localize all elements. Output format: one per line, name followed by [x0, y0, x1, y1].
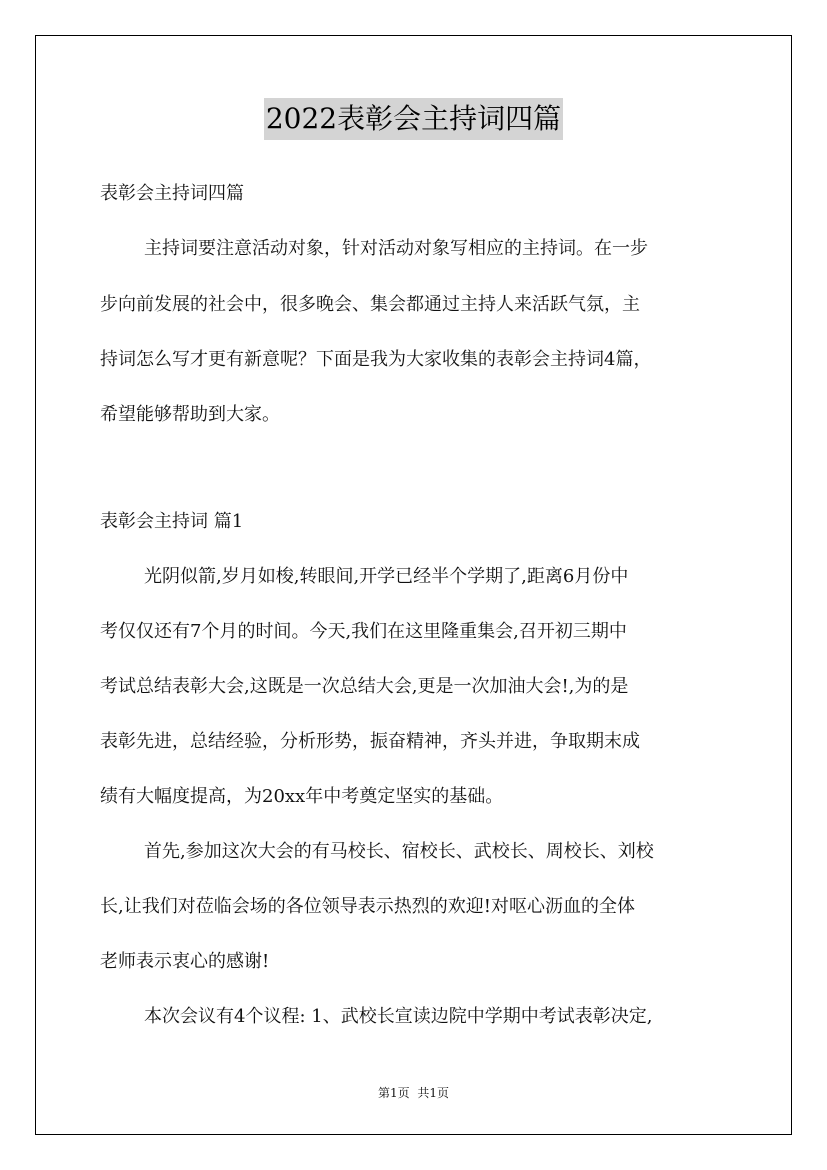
paragraph-line: 考试总结表彰大会,这既是一次总结大会,更是一次加油大会!,为的是: [100, 676, 629, 697]
paragraph-line: 考仅仅还有7个月的时间。今天,我们在这里隆重集会,召开初三期中: [100, 621, 627, 642]
paragraph-line: 老师表示衷心的感谢!: [100, 951, 270, 972]
page-footer: [0, 1084, 827, 1101]
title-container: [0, 98, 827, 140]
paragraph-line: 步向前发展的社会中，很多晚会、集会都通过主持人来活跃气氛，主: [100, 294, 640, 315]
paragraph-line: 本次会议有4个议程: 1、武校长宣读边院中学期中考试表彰决定,: [144, 1006, 653, 1027]
paragraph-line: 长,让我们对莅临会场的各位领导表示热烈的欢迎!对呕心沥血的全体: [100, 896, 635, 917]
page-number: 第1页: [377, 1086, 410, 1100]
paragraph-line: 绩有大幅度提高，为20xx年中考奠定坚实的基础。: [100, 786, 504, 807]
paragraph-line: 主持词要注意活动对象，针对活动对象写相应的主持词。在一步: [144, 238, 648, 259]
page-total: 共1页: [417, 1086, 450, 1100]
paragraph-line: 首先,参加这次大会的有马校长、宿校长、武校长、周校长、刘校: [144, 841, 654, 862]
paragraph-line: 持词怎么写才更有新意呢？下面是我为大家收集的表彰会主持词4篇，: [100, 349, 652, 370]
paragraph-line: 希望能够帮助到大家。: [100, 404, 280, 425]
document-title: 2022表彰会主持词四篇: [264, 98, 563, 140]
section-heading: 表彰会主持词 篇1: [100, 511, 244, 532]
section-heading: 表彰会主持词四篇: [100, 183, 244, 204]
paragraph-line: 表彰先进，总结经验，分析形势，振奋精神，齐头并进，争取期末成: [100, 731, 640, 752]
paragraph-line: 光阴似箭,岁月如梭,转眼间,开学已经半个学期了,距离6月份中: [144, 566, 629, 587]
